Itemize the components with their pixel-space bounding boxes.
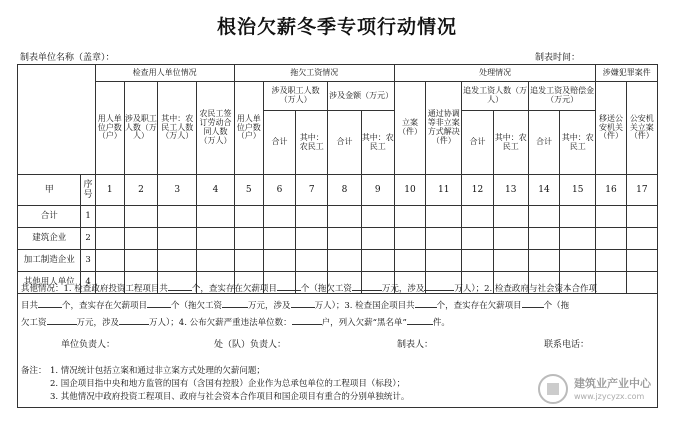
table-row	[18, 228, 658, 250]
data-cell[interactable]	[234, 250, 263, 272]
report-time-label: 制表时间：	[535, 53, 581, 63]
blank-field[interactable]	[292, 314, 322, 325]
data-cell[interactable]	[328, 228, 361, 250]
column-number: 7	[296, 175, 328, 206]
column-number: 10	[394, 175, 425, 206]
data-cell[interactable]	[394, 206, 425, 228]
row-label-jia: 甲	[18, 175, 81, 206]
row-seq: 3	[81, 250, 95, 272]
column-number: 14	[528, 175, 559, 206]
column-number: 5	[234, 175, 263, 206]
data-cell[interactable]	[95, 228, 124, 250]
data-cell[interactable]	[560, 206, 596, 228]
data-cell[interactable]	[528, 228, 559, 250]
data-cell[interactable]	[95, 250, 124, 272]
column-number: 15	[560, 175, 596, 206]
data-cell[interactable]	[394, 228, 425, 250]
data-cell[interactable]	[493, 250, 528, 272]
data-cell[interactable]	[426, 250, 462, 272]
header-corner	[18, 65, 96, 175]
other-info-text: 个（拖欠工资	[300, 284, 352, 294]
watermark-url: www.jzycyzx.com	[574, 392, 645, 401]
data-cell[interactable]	[426, 206, 462, 228]
data-cell[interactable]	[158, 206, 197, 228]
blank-field[interactable]	[277, 280, 301, 291]
row-label: 加工制造企业	[18, 250, 81, 272]
blank-field[interactable]	[352, 280, 382, 291]
blank-field[interactable]	[38, 297, 62, 308]
data-cell[interactable]	[596, 250, 626, 272]
other-info-text: 个（拖	[543, 301, 570, 311]
blank-field[interactable]	[119, 314, 149, 325]
header-total: 合计	[528, 111, 559, 175]
row-seq: 4	[81, 272, 95, 294]
unit-name-label: 制表单位名称（盖章）：	[20, 53, 115, 63]
header-total: 合计	[462, 111, 493, 175]
note-item: 1. 情况统计包括立案和通过非立案方式处理的欠薪问题；	[50, 366, 265, 376]
column-number: 17	[626, 175, 657, 206]
header-of-migrant: 其中：农民工	[296, 111, 328, 175]
header-units: 用人单位户数（户）	[95, 82, 124, 175]
seq-header: 序号	[81, 175, 95, 206]
data-cell[interactable]	[626, 228, 657, 250]
header-handle-group: 处理情况	[394, 65, 596, 82]
header-of-migrant: 其中：农民工	[493, 111, 528, 175]
blank-field[interactable]	[147, 297, 171, 308]
header-of-migrant: 其中：农民工	[560, 111, 596, 175]
data-cell[interactable]	[462, 228, 493, 250]
data-cell[interactable]	[328, 206, 361, 228]
data-cell[interactable]	[626, 250, 657, 272]
header-mediate: 通过协调等非立案方式解决（件）	[426, 82, 462, 175]
column-number: 9	[361, 175, 394, 206]
data-cell[interactable]	[560, 250, 596, 272]
data-cell[interactable]	[528, 250, 559, 272]
data-cell[interactable]	[124, 250, 157, 272]
data-cell[interactable]	[95, 206, 124, 228]
phone-label: 联系电话：	[544, 340, 590, 350]
other-info-text: 个，查实存在欠薪项目	[62, 301, 148, 311]
data-cell[interactable]	[296, 228, 328, 250]
data-cell[interactable]	[124, 228, 157, 250]
row-seq: 1	[81, 206, 95, 228]
header-owed-amount: 涉及金额（万元）	[328, 82, 395, 111]
other-info-text: 个，查实存在欠薪项目	[191, 284, 277, 294]
data-cell[interactable]	[234, 206, 263, 228]
other-info-text: 件。	[432, 318, 450, 328]
data-cell[interactable]	[528, 206, 559, 228]
blank-field[interactable]	[522, 297, 544, 308]
note-item: 3. 其他情况中政府投资工程项目、政府与社会资本合作项目和国企项目有重合的分别单独统计。	[50, 392, 410, 402]
data-cell[interactable]	[626, 206, 657, 228]
header-owed-workers: 涉及职工人数（万人）	[263, 82, 328, 111]
watermark	[538, 372, 658, 408]
header-cases: 立案（件）	[394, 82, 425, 175]
data-cell[interactable]	[158, 250, 197, 272]
header-crime-group: 涉嫌犯罪案件	[596, 65, 658, 82]
other-info-text: 万元，涉及	[248, 301, 291, 311]
other-info	[17, 280, 658, 329]
data-cell[interactable]	[493, 228, 528, 250]
table-row	[18, 206, 658, 228]
header-paid-workers: 追发工资人数（万人）	[462, 82, 529, 111]
header-transfer: 移送公安机关（件）	[596, 82, 626, 175]
column-number: 4	[197, 175, 234, 206]
header-owe-units: 用人单位户数（户）	[234, 82, 263, 175]
other-info-text: 万人）；2. 检查政府与社会资本合作项	[454, 284, 597, 294]
data-cell[interactable]	[263, 206, 295, 228]
header-staff: 涉及职工人数（万人）	[124, 82, 157, 175]
data-cell[interactable]	[328, 250, 361, 272]
other-info-text: 万元，涉及	[76, 318, 120, 328]
data-cell[interactable]	[197, 228, 234, 250]
data-cell[interactable]	[263, 250, 295, 272]
blank-field[interactable]	[424, 280, 454, 291]
unit-head-label: 单位负责人：	[61, 340, 116, 350]
other-info-text: 目共	[21, 301, 39, 311]
column-number: 1	[95, 175, 124, 206]
row-seq: 2	[81, 228, 95, 250]
data-cell[interactable]	[462, 206, 493, 228]
other-info-text: 个，查实存在欠薪项目	[436, 301, 522, 311]
other-info-text: 万人）；4. 公布欠薪严重违法单位数：	[149, 318, 292, 328]
header-police: 公安机关立案（件）	[626, 82, 657, 175]
header-contract: 农民工签订劳动合同人数（万人）	[197, 82, 234, 175]
data-cell[interactable]	[596, 206, 626, 228]
building-logo-icon	[538, 374, 568, 404]
header-total: 合计	[263, 111, 295, 175]
data-cell[interactable]	[197, 206, 234, 228]
column-number: 13	[493, 175, 528, 206]
other-info-text: 欠工资	[21, 318, 47, 328]
watermark-name: 建筑业产业中心	[574, 377, 651, 390]
header-wage-group: 拖欠工资情况	[234, 65, 394, 82]
data-cell[interactable]	[197, 250, 234, 272]
table-row	[18, 250, 658, 272]
data-cell[interactable]	[296, 206, 328, 228]
data-cell[interactable]	[426, 228, 462, 250]
data-cell[interactable]	[462, 250, 493, 272]
note-item: 2. 国企项目指中央和地方监管的国有（含国有控股）企业作为总承包单位的工程项目（标段）；	[50, 379, 406, 389]
header-inspect-group: 检查用人单位情况	[95, 65, 234, 82]
blank-field[interactable]	[415, 297, 437, 308]
data-cell[interactable]	[361, 206, 394, 228]
data-cell[interactable]	[296, 250, 328, 272]
maker-label: 制表人：	[397, 340, 434, 350]
dept-head-label: 处（队）负责人：	[214, 340, 287, 350]
header-of-migrant: 其中：农民工	[361, 111, 394, 175]
data-cell[interactable]	[158, 228, 197, 250]
row-label: 建筑企业	[18, 228, 81, 250]
data-cell[interactable]	[394, 250, 425, 272]
header-paid-amount: 追发工资及赔偿金（万元）	[528, 82, 596, 111]
notes-heading: 备注：	[21, 366, 47, 376]
row-label: 其他用人单位	[18, 272, 81, 294]
column-number: 6	[263, 175, 295, 206]
blank-field[interactable]	[47, 314, 77, 325]
row-label: 合计	[18, 206, 81, 228]
data-cell[interactable]	[263, 228, 295, 250]
column-number: 8	[328, 175, 361, 206]
data-cell[interactable]	[493, 206, 528, 228]
data-cell[interactable]	[596, 228, 626, 250]
blank-field[interactable]	[291, 297, 315, 308]
blank-field[interactable]	[222, 297, 248, 308]
page-title: 根治欠薪冬季专项行动情况	[216, 16, 457, 38]
other-info-text: 户，列入欠薪“黑名单”	[321, 318, 407, 328]
other-info-text: 万元，涉及	[381, 284, 425, 294]
column-number: 16	[596, 175, 626, 206]
column-number: 3	[158, 175, 197, 206]
blank-field[interactable]	[407, 314, 433, 325]
column-number: 2	[124, 175, 157, 206]
column-number: 11	[426, 175, 462, 206]
header-migrant: 其中：农民工人数（万人）	[158, 82, 197, 175]
other-info-text: 其他情况：1. 检查政府投资工程项目共	[21, 284, 168, 294]
header-total: 合计	[328, 111, 361, 175]
data-cell[interactable]	[560, 228, 596, 250]
other-info-text: 万人）；3. 检查国企项目共	[314, 301, 415, 311]
statistics-table	[17, 64, 658, 294]
data-cell[interactable]	[234, 228, 263, 250]
signature-row	[17, 329, 658, 363]
other-info-text: 个（拖欠工资	[171, 301, 223, 311]
data-cell[interactable]	[361, 250, 394, 272]
data-cell[interactable]	[124, 206, 157, 228]
data-cell[interactable]	[361, 228, 394, 250]
blank-field[interactable]	[168, 280, 192, 291]
column-number: 12	[462, 175, 493, 206]
